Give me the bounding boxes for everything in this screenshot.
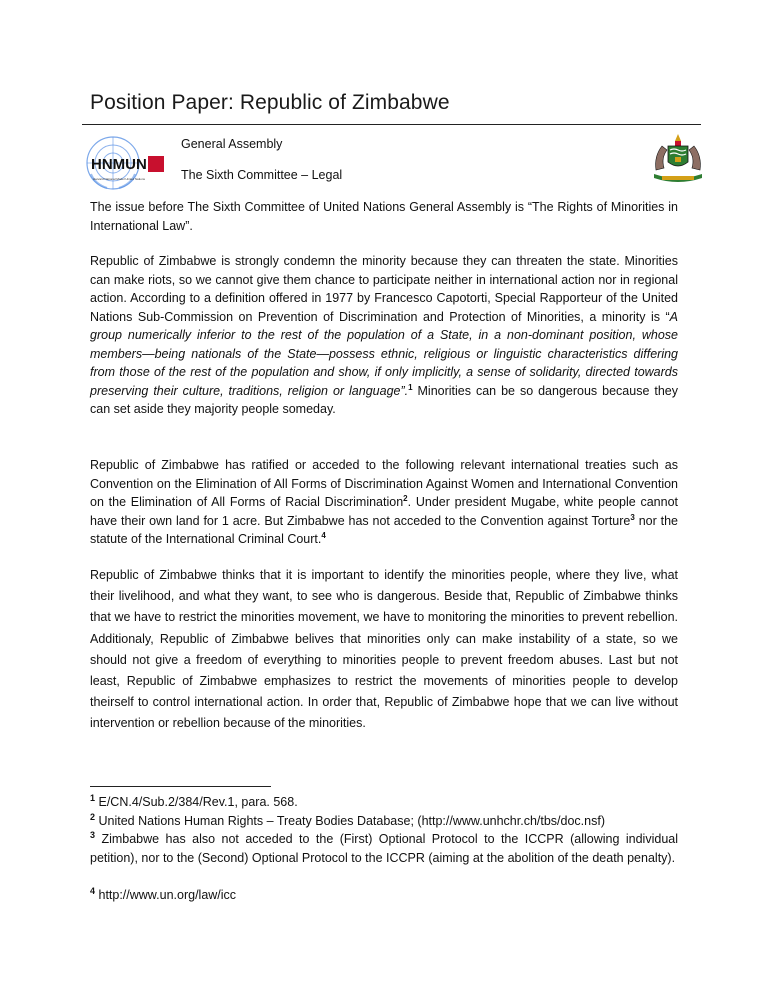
footnote-link[interactable]: http://www.un.org/law/icc xyxy=(95,888,237,902)
footnote-2 xyxy=(90,812,678,831)
capotorti-quote: A group numerically inferior to the rest of the population of a State, in a non-dominant position, whose members—being nationals of the State—possess ethnic, religious or linguistic characteristics differing from those of the rest of the population and show, if only implicitly, a sense of solidarity, directed towards preserving their culture, traditions, religion or language”. xyxy=(90,309,678,398)
treaties-paragraph xyxy=(90,456,678,549)
footnote-divider xyxy=(90,786,271,787)
footnote-text: Zimbabwe has also not acceded to the (First) Optional Protocol to the ICCPR (allowing individual petition), nor to the (Second) Optional Protocol to the ICCPR (aiming at the abolition of the death penalty). xyxy=(90,832,678,865)
footnote-number: 4 xyxy=(90,885,96,896)
hnmun-logo xyxy=(85,134,175,194)
recommendation-paragraph: Republic of Zimbabwe thinks that it is important to identify the minorities people, where they live, what their livelihood, and what they want, to see who is dangerous. Beside that, Republic of Zimbabwe thinks that we have to restrict the minorities movement, we have to monitoring the minorities to prevent rebellion. Additionaly, Republic of Zimbabwe belives that minorities only can make instability of a state, so we should not give a freedom of everything to minorities people to prevent freedom abuses. Last but not least, Republic of Zimbabwe emphasizes to restrict the movements of minorities people to develop theirself to control international action. In order that, Republic of Zimbabwe hope that we can live without intervention or rebellion because of the minorities. xyxy=(90,568,678,731)
footnote-ref-4[interactable]: 4 xyxy=(321,530,326,540)
position-paragraph xyxy=(90,252,678,419)
footnote-1 xyxy=(90,793,678,812)
hnmun-shield-icon xyxy=(148,156,164,172)
treaties-text-b: . Under president Mugabe, white people cannot have their own land for 1 acre. But Zimbabwe has not acceded to the Convention against Torture xyxy=(90,495,678,528)
treaties-text-a: Republic of Zimbabwe has ratified or acceded to the following relevant international treaties such as Convention on the Elimination of All Forms of Discrimination Against Women and International Convention on the Elimination of All Forms of Racial Discrimination xyxy=(90,458,678,509)
footnote-3 xyxy=(90,830,678,867)
logo-subtext: Harvard National Model United Nations xyxy=(93,177,146,181)
intro-paragraph: The issue before The Sixth Committee of United Nations General Assembly is “The Rights of Minorities in International Law”. xyxy=(90,200,678,233)
footnote-text[interactable]: United Nations Human Rights – Treaty Bodies Database; (http://www.unhchr.ch/tbs/doc.nsf) xyxy=(95,814,605,828)
footnote-4 xyxy=(90,886,678,905)
footnote-number: 1 xyxy=(90,792,96,803)
title-divider xyxy=(82,124,701,125)
page-title: Position Paper: Republic of Zimbabwe xyxy=(90,91,450,114)
position-text-start: Republic of Zimbabwe is strongly condemn the minority because they can threaten the state. Minorities can make riots, so we cannot give them chance to participate neither in international action nor in regional action. According to a definition offered in 1977 by Francesco Capotorti, Special Rapporteur of the United Nations Sub-Commission on Prevention of Discrimination and Protection of Minorities, a minority is “ xyxy=(90,254,678,324)
footnote-ref-3[interactable]: 3 xyxy=(630,512,635,522)
footnote-ref-1[interactable]: 1 xyxy=(408,382,413,392)
position-text-end: Minorities can be so dangerous because they can set aside they majority people someday. xyxy=(90,383,678,416)
assembly-label: General Assembly xyxy=(181,137,283,151)
footnote-text: E/CN.4/Sub.2/384/Rev.1, para. 568. xyxy=(95,795,298,809)
committee-label: The Sixth Committee – Legal xyxy=(181,168,343,182)
logo-wordmark: HNMUN xyxy=(91,156,147,173)
treaties-text-c: nor the statute of the International Criminal Court. xyxy=(90,513,678,546)
zimbabwe-coat-of-arms-icon xyxy=(648,132,708,186)
footnote-ref-2[interactable]: 2 xyxy=(403,493,408,503)
footnote-number: 3 xyxy=(90,829,96,840)
footnote-number: 2 xyxy=(90,811,96,822)
